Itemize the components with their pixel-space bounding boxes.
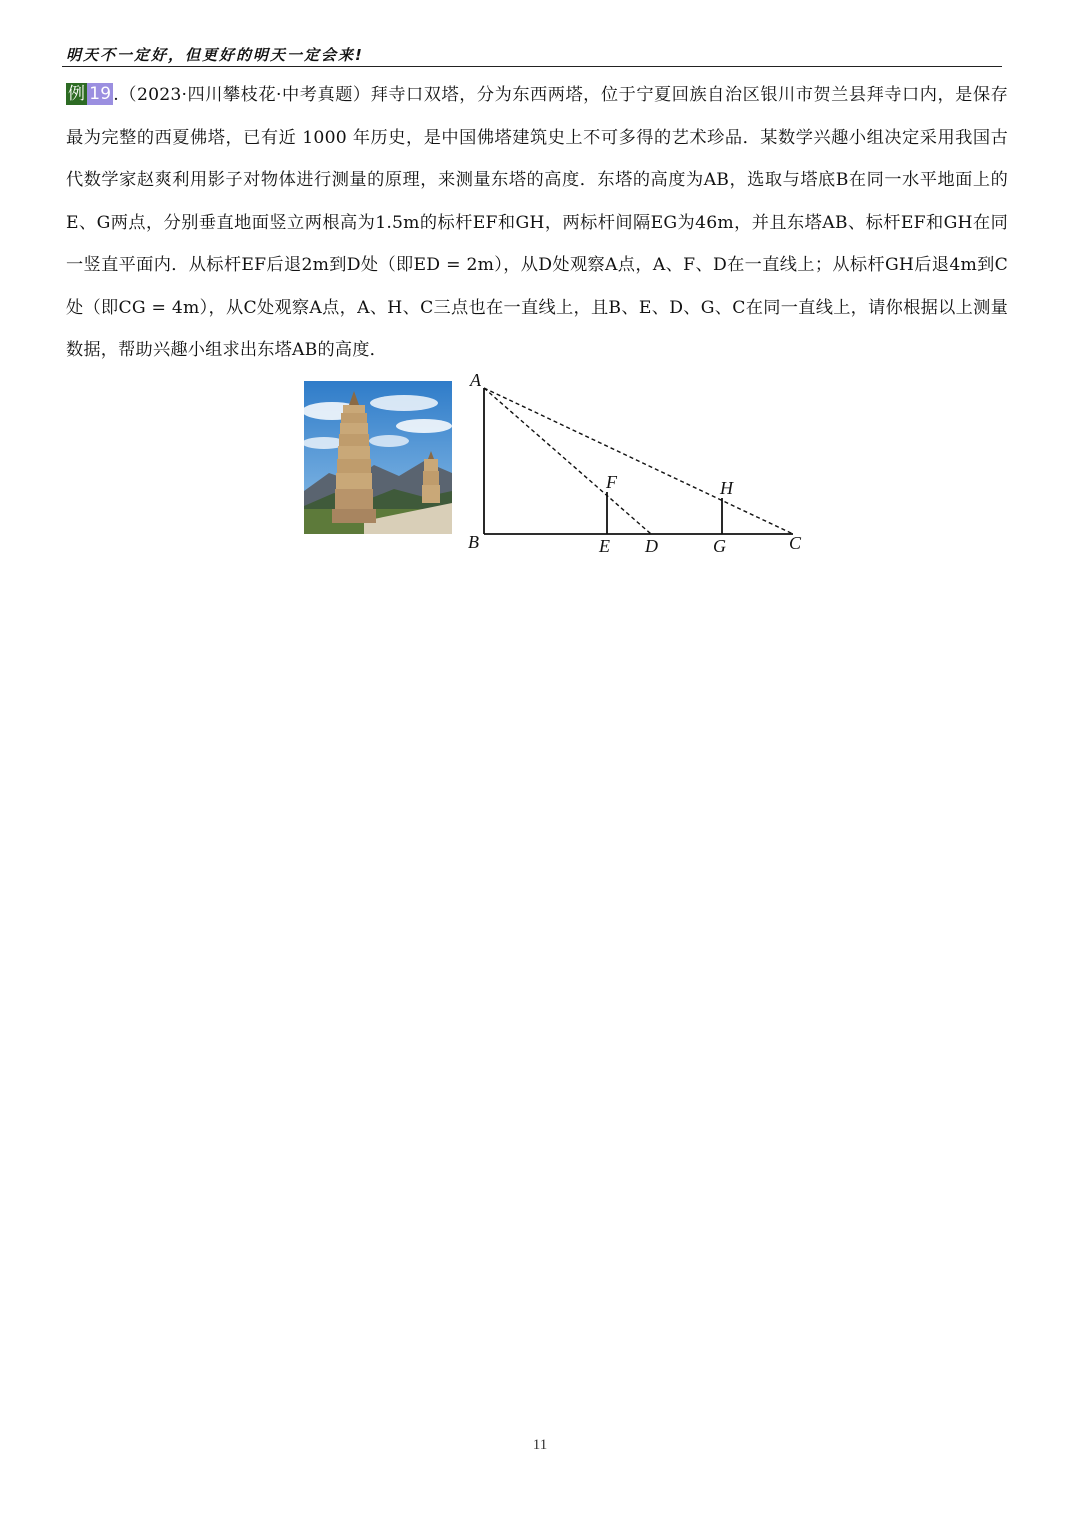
- sightline-AC: [484, 388, 793, 534]
- number-dot: .: [113, 85, 119, 105]
- example-badge: 例: [68, 84, 86, 104]
- page-number: 11: [532, 1437, 548, 1453]
- point-label-H: H: [720, 478, 733, 498]
- header-motto: 明天不一定好，但更好的明天一定会来!: [66, 46, 364, 64]
- sightline-AD: [484, 388, 651, 534]
- point-label-E: E: [599, 536, 610, 556]
- point-label-G: G: [713, 536, 726, 556]
- point-label-A: A: [470, 370, 481, 390]
- problem-source: （2023·四川攀枝花·中考真题）: [118, 85, 371, 105]
- point-label-D: D: [645, 536, 658, 556]
- example-number-badge: 19: [89, 84, 112, 104]
- header-rule: [62, 66, 1002, 67]
- point-label-B: B: [468, 532, 479, 552]
- pagoda-photo-illustration: [304, 381, 452, 534]
- geometry-diagram: [460, 364, 820, 564]
- problem-statement: [66, 74, 1008, 372]
- point-label-C: C: [789, 533, 802, 553]
- point-label-F: F: [606, 472, 617, 492]
- geometry-diagram-svg: [460, 364, 820, 564]
- pagoda-photo: [304, 381, 452, 534]
- problem-text: 拜寺口双塔，分为东西两塔，位于宁夏回族自治区银川市贺兰县拜寺口内，是保存最为完整的西夏佛塔，已有近 1000 年历史，是中国佛塔建筑史上不可多得的艺术珍品．某数学兴趣小组决定采用我国古代数学家赵爽利用影子对物体进行测量的原理，来测量东塔的高度．东塔的高度为AB，选取与塔底B在同一水平地面上的E、G两点，分别垂直地面竖立两根高为1.5m的标杆EF和GH，两标杆间隔EG为46m，并且东塔AB、标杆EF和GH在同一竖直平面内．从标杆EF后退2m到D处（即ED = 2m），从D处观察A点，A、F、D在一直线上；从标杆GH后退4m到C处（即CG = 4m），从C处观察A点，A、H、C三点也在一直线上，且B、E、D、G、C在同一直线上，请你根据以上测量数据，帮助兴趣小组求出东塔AB的高度．: [66, 85, 1008, 360]
